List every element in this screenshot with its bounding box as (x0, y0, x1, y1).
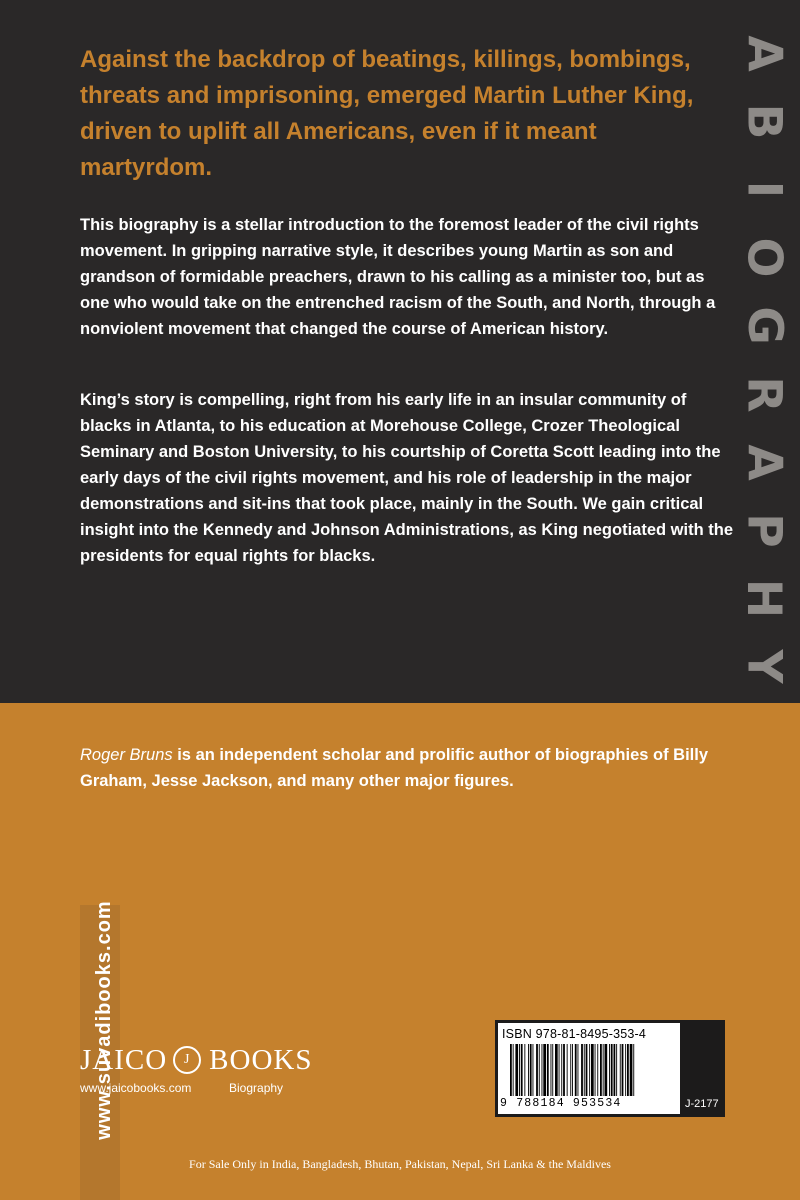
publisher-website: www.jaicobooks.com (80, 1081, 192, 1095)
barcode-bar (552, 1044, 553, 1096)
barcode-bar (513, 1044, 514, 1096)
barcode-bar (627, 1044, 629, 1096)
barcode-bar (551, 1044, 552, 1096)
title-letter: A (736, 35, 792, 72)
barcode-bar (622, 1044, 624, 1096)
title-letter: R (736, 375, 792, 413)
barcode-bar (616, 1044, 617, 1096)
vertical-title-a-biography (735, 30, 793, 690)
barcode-bar (536, 1044, 538, 1096)
barcode-bar (543, 1044, 546, 1096)
description-paragraph-1: This biography is a stellar introduction to the foremost leader of the civil rights movement. In gripping narrative style, it describes young Martin as son and grandson of formidable preachers, drawn to his calling as a minister too, but as one who would take on the entrenched racism of the South, and North, through a nonviolent movement that changed the course of American history. (80, 216, 716, 338)
description-paragraph-2: King’s story is compelling, right from his early life in an insular community of blacks in Atlanta, to his education at Morehouse College, Crozer Theological Seminary and Boston University, to his courtship of Coretta Scott leading into the early days of the civil rights movement, and his role of leadership in the major demonstrations and sit-ins that took place, mainly in the South. We gain critical insight into the Kennedy and Johnson Administrations, as King negotiated with the presidents for equal rights for blacks. (80, 391, 733, 565)
genre-label: Biography (229, 1081, 284, 1095)
barcode-bar (559, 1044, 560, 1096)
title-letter: G (736, 306, 792, 346)
barcode-bar (597, 1044, 598, 1096)
author-bio-text: is an independent scholar and prolific author of biographies of Billy Graham, Jesse Jackson, and many other major figures. (80, 746, 709, 790)
barcode-bar (561, 1044, 562, 1096)
barcode-bar (521, 1044, 523, 1096)
barcode-bar (572, 1044, 573, 1096)
barcode-bar (528, 1044, 529, 1096)
barcode-bar (515, 1044, 518, 1096)
title-letter: P (736, 513, 792, 548)
publisher-name-left: JAICO (80, 1043, 168, 1076)
author-bio (80, 742, 730, 794)
barcode-bar (575, 1044, 577, 1096)
barcode-bar (605, 1044, 608, 1096)
barcode-bar (542, 1044, 543, 1096)
publisher-logo (80, 1040, 312, 1080)
barcode-bar (633, 1044, 634, 1096)
barcode-bar (614, 1044, 616, 1096)
barcode-bar (539, 1044, 540, 1096)
barcode-bar (625, 1044, 626, 1096)
barcode-icon (510, 1044, 675, 1096)
barcode-bar (530, 1044, 532, 1096)
barcode-panel (495, 1020, 725, 1117)
title-letter: H (736, 578, 792, 619)
barcode-bar (589, 1044, 590, 1096)
barcode-box (498, 1023, 680, 1114)
headline-quote: Against the backdrop of beatings, killings, bombings, threats and imprisoning, emerged Martin Luther King, driven to uplift all Americans, even if it meant martyrdom. (80, 46, 694, 181)
barcode-bar (609, 1044, 610, 1096)
barcode-bar (524, 1044, 525, 1096)
barcode-bar (600, 1044, 602, 1096)
barcode-bar (620, 1044, 621, 1096)
barcode-bar (630, 1044, 633, 1096)
barcode-bar (611, 1044, 613, 1096)
barcode-bar (603, 1044, 604, 1096)
barcode-bar (578, 1044, 579, 1096)
title-letter: A (736, 443, 792, 481)
emblem-letter: J (183, 1052, 191, 1067)
barcode-bar (584, 1044, 585, 1096)
barcode-bar (570, 1044, 571, 1096)
author-name: Roger Bruns (80, 746, 173, 764)
barcode-bar (563, 1044, 565, 1096)
barcode-bar (510, 1044, 512, 1096)
barcode-bar (567, 1044, 568, 1096)
title-letter: O (736, 237, 792, 278)
barcode-bar (519, 1044, 520, 1096)
catalog-code: J-2177 (685, 1098, 719, 1110)
barcode-bar (595, 1044, 596, 1096)
isbn-text: ISBN 978-81-8495-353-4 (502, 1027, 647, 1041)
barcode-bar (547, 1044, 549, 1096)
sale-notice: For Sale Only in India, Bangladesh, Bhutan, Pakistan, Nepal, Sri Lanka & the Maldives (189, 1157, 611, 1171)
publisher-name-right: BOOKS (209, 1043, 313, 1076)
watermark-text: www.suvadibooks.com (93, 900, 115, 1140)
publisher-emblem-icon (173, 1046, 201, 1074)
barcode-bar (591, 1044, 594, 1096)
barcode-bar (586, 1044, 588, 1096)
barcode-bar (533, 1044, 534, 1096)
barcode-bar (581, 1044, 583, 1096)
title-letter: Y (736, 649, 792, 684)
title-letter: I (736, 180, 792, 199)
barcode-bar (555, 1044, 558, 1096)
title-letter: B (736, 103, 792, 140)
barcode-number: 9 788184 953534 (500, 1097, 622, 1110)
